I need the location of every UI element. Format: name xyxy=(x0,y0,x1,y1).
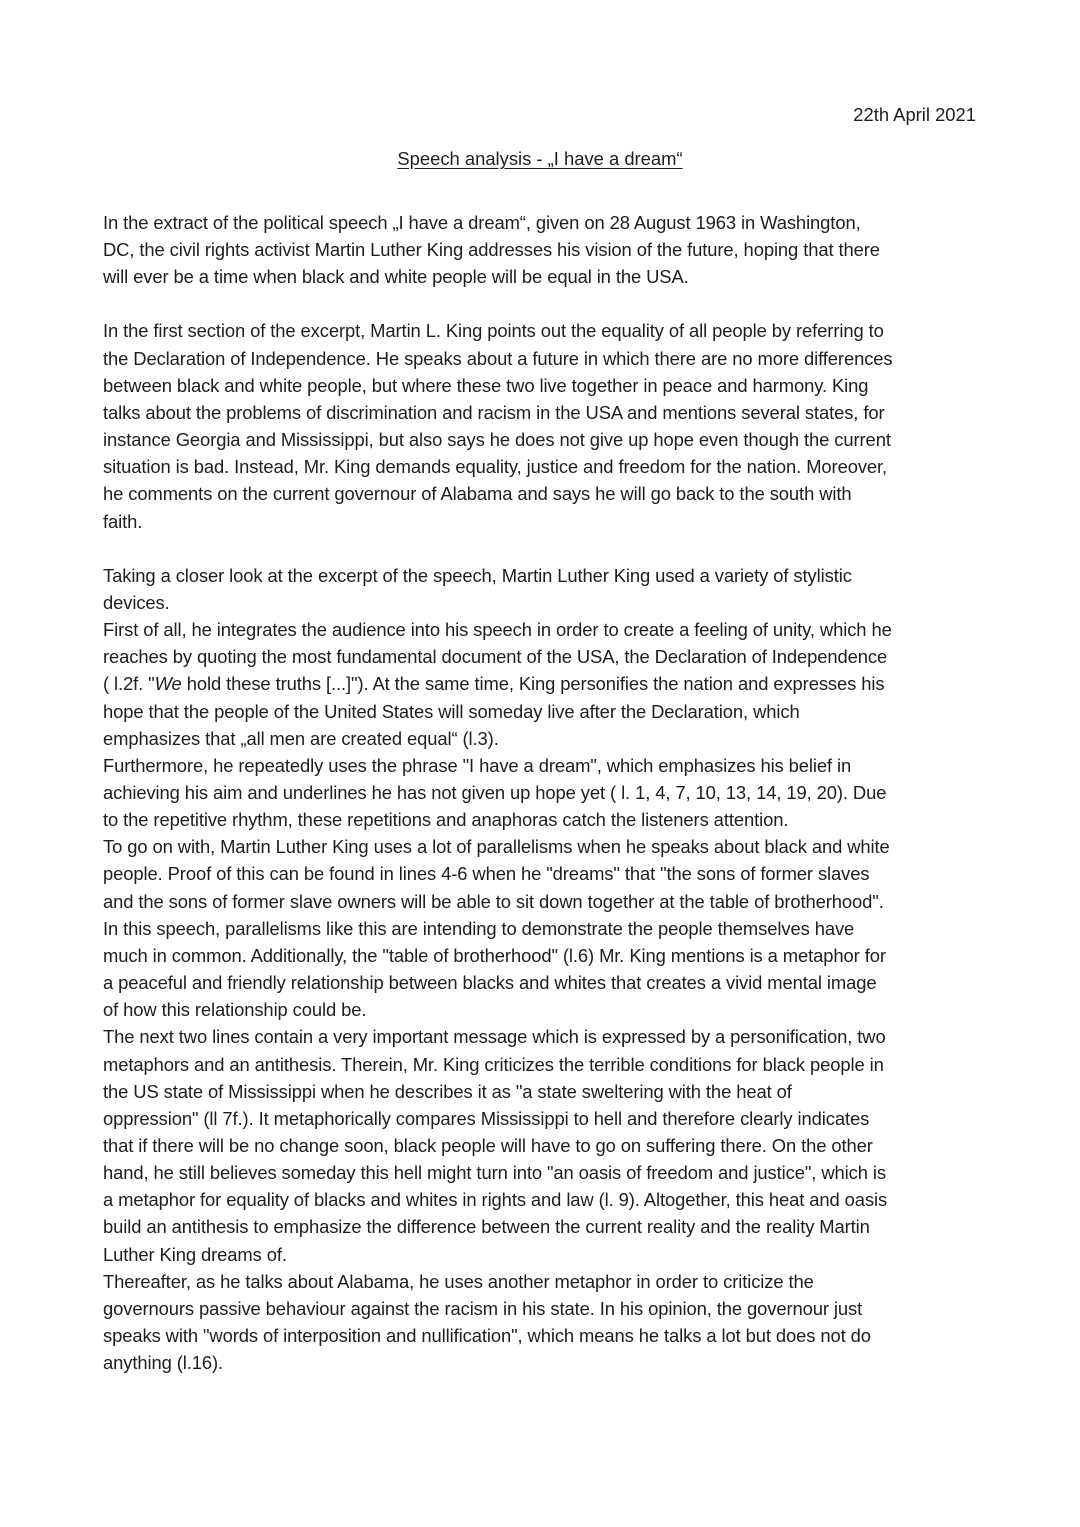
paragraph-line: oppression" (ll 7f.). It metaphorically compares Mississippi to hell and therefore clearly indicates xyxy=(103,1107,870,1129)
paragraph-line: In this speech, parallelisms like this are intending to demonstrate the people themselves have xyxy=(103,917,855,939)
paragraph-line: First of all, he integrates the audience into his speech in order to create a feeling of unity, which he xyxy=(103,619,892,641)
paragraph-line: situation is bad. Instead, Mr. King demands equality, justice and freedom for the nation. Moreover, xyxy=(103,456,888,478)
paragraph xyxy=(103,1268,979,1377)
paragraph-line: In the extract of the political speech „I have a dream“, given on 28 August 1963 in Washington, xyxy=(103,212,861,233)
paragraph-line: that if there will be no change soon, black people will have to go on suffering there. On the other xyxy=(103,1135,873,1156)
paragraph-line: reaches by quoting the most fundamental document of the USA, the Declaration of Independence xyxy=(103,646,888,668)
paragraph-line: DC, the civil rights activist Martin Luther King addresses his vision of the future, hoping that there xyxy=(103,239,880,261)
paragraph-line: a metaphor for equality of blacks and whites in rights and law (l. 9). Altogether, this heat and oasis xyxy=(103,1189,888,1211)
paragraph-line: speaks with "words of interposition and nullification", which means he talks a lot but does not do xyxy=(103,1325,871,1347)
paragraph-line: achieving his aim and underlines he has not given up hope yet ( l. 1, 4, 7, 10, 13, 14, 19, 20). Due xyxy=(103,781,887,803)
paragraph-line: a peaceful and friendly relationship between blacks and whites that creates a vivid mental image xyxy=(103,972,877,994)
paragraph-line: hand, he still believes someday this hell might turn into "an oasis of freedom and justice", which is xyxy=(103,1162,886,1184)
paragraph-line: faith. xyxy=(103,510,143,532)
emphasis-text: We xyxy=(154,673,182,695)
paragraph xyxy=(103,833,979,1023)
document-title xyxy=(0,145,1080,172)
paragraph-line: ( l.2f. "We hold these truths [...]"). At the same time, King personifies the nation and expresses his xyxy=(103,673,885,695)
paragraph-line: to the repetitive rhythm, these repetitions and anaphoras catch the listeners attention. xyxy=(103,809,789,831)
paragraph-line: instance Georgia and Mississippi, but also says he does not give up hope even though the current xyxy=(103,429,891,451)
paragraph-line: will ever be a time when black and white people will be equal in the USA. xyxy=(103,266,689,288)
paragraph-line: In the first section of the excerpt, Martin L. King points out the equality of all people by referring to xyxy=(103,320,884,342)
paragraph-line: Furthermore, he repeatedly uses the phrase "I have a dream", which emphasizes his belief in xyxy=(103,754,852,776)
paragraph-line: the Declaration of Independence. He speaks about a future in which there are no more differences xyxy=(103,347,893,369)
paragraph-line: the US state of Mississippi when he describes it as "a state sweltering with the heat of xyxy=(103,1080,792,1102)
paragraph-line: To go on with, Martin Luther King uses a lot of parallelisms when he speaks about black and white xyxy=(103,836,890,858)
paragraph-line: devices. xyxy=(103,591,170,613)
paragraph-line: governours passive behaviour against the racism in his state. In his opinion, the governour just xyxy=(103,1297,863,1319)
paragraph xyxy=(103,1023,979,1267)
paragraph xyxy=(103,616,979,752)
paragraph-line: between black and white people, but where these two live together in peace and harmony. King xyxy=(103,374,869,396)
paragraph-line: hope that the people of the United States will someday live after the Declaration, which xyxy=(103,700,800,722)
document-date: 22th April 2021 xyxy=(853,104,976,125)
paragraph-line: metaphors and an antithesis. Therein, Mr. King criticizes the terrible conditions for black people in xyxy=(103,1053,884,1075)
paragraph-line: The next two lines contain a very important message which is expressed by a personification, two xyxy=(103,1026,886,1048)
paragraph-line: build an antithesis to emphasize the difference between the current reality and the reality Martin xyxy=(103,1216,870,1238)
paragraph xyxy=(103,209,979,290)
paragraph-line: and the sons of former slave owners will be able to sit down together at the table of brotherhood". xyxy=(103,890,884,912)
document-body xyxy=(103,209,979,1376)
paragraph-line: he comments on the current governour of Alabama and says he will go back to the south with xyxy=(103,483,852,505)
paragraph xyxy=(103,752,979,833)
paragraph-line: of how this relationship could be. xyxy=(103,999,367,1021)
paragraph-line: talks about the problems of discrimination and racism in the USA and mentions several states, for xyxy=(103,401,885,423)
paragraph-line: much in common. Additionally, the "table of brotherhood" (l.6) Mr. King mentions is a metaphor for xyxy=(103,944,886,966)
paragraph-line: emphasizes that „all men are created equal“ (l.3). xyxy=(103,727,499,749)
paragraph xyxy=(103,562,979,616)
paragraph-line: Luther King dreams of. xyxy=(103,1243,287,1265)
paragraph-line: anything (l.16). xyxy=(103,1352,224,1374)
paragraph-line: Thereafter, as he talks about Alabama, he uses another metaphor in order to criticize the xyxy=(103,1270,814,1292)
document-title-text: Speech analysis - „I have a dream“ xyxy=(397,148,683,169)
paragraph-line: people. Proof of this can be found in lines 4-6 when he "dreams" that "the sons of former slaves xyxy=(103,863,870,885)
paragraph xyxy=(103,317,979,534)
paragraph-line: Taking a closer look at the excerpt of the speech, Martin Luther King used a variety of stylistic xyxy=(103,564,852,586)
